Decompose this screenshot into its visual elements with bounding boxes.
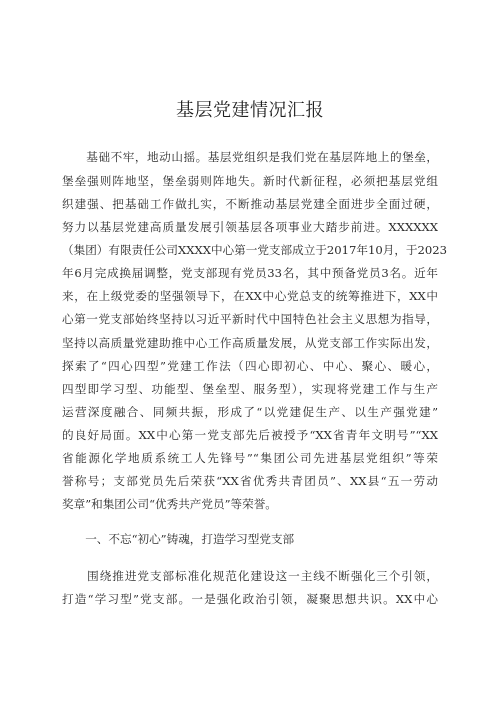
paragraph-line: 打造“学习型”党支部。一是强化政治引领，凝聚思想共识。XX中心 <box>62 592 438 606</box>
paragraph-line: 努力以基层党建高质量发展引领基层各项事业大踏步前进。XXXXXX <box>62 220 438 234</box>
paragraph-line: 奖章”和集团公司“优秀共产党员”等荣誉。 <box>62 497 277 511</box>
paragraph-line: 探索了“四心四型”党建工作法（四心即初心、中心、聚心、暖心， <box>62 359 438 373</box>
paragraph-line: 堡垒强则阵地坚，堡垒弱则阵地失。新时代新征程，必须把基层党组 <box>62 174 438 188</box>
paragraph-line: 省能源化学地质系统工人先锋号”“集团公司先进基层党组织”等荣 <box>62 451 438 465</box>
paragraph-line: 运营深度融合、同频共振，形成了“以党建促生产、以生产强党建” <box>62 405 438 419</box>
document-title: 基层党建情况汇报 <box>176 100 324 121</box>
paragraph-line: 坚持以高质量党建助推中心工作高质量发展，从党支部工作实际出发， <box>62 336 438 350</box>
paragraph-line: 四型即学习型、功能型、堡垒型、服务型），实现将党建工作与生产 <box>62 382 438 396</box>
paragraph-line: 心第一党支部始终坚持以习近平新时代中国特色社会主义思想为指导， <box>62 312 438 326</box>
paragraph-line: （集团）有限责任公司XXXX中心第一党支部成立于2017年10月，于2023 <box>62 243 448 257</box>
paragraph-line: 基础不牢，地动山摇。基层党组织是我们党在基层阵地上的堡垒， <box>62 150 438 164</box>
paragraph-line: 年6月完成换届调整，党支部现有党员33名，其中预备党员3名。近年 <box>62 266 438 280</box>
paragraph-line: 誉称号；支部党员先后荣获“XX省优秀共青团员”、XX县“五一劳动 <box>62 474 438 488</box>
paragraph-line: 的良好局面。XX中心第一党支部先后被授予“XX省青年文明号”“XX <box>62 428 438 442</box>
paragraph-line: 织建强、把基础工作做扎实，不断推动基层党建全面进步全面过硬， <box>62 197 438 211</box>
paragraph-line: 围绕推进党支部标准化规范化建设这一主线不断强化三个引领， <box>62 569 438 583</box>
paragraph-line: 来，在上级党委的坚强领导下，在XX中心党总支的统筹推进下，XX中 <box>62 289 438 303</box>
section-heading: 一、不忘“初心”铸魂，打造学习型党支部 <box>62 532 295 546</box>
